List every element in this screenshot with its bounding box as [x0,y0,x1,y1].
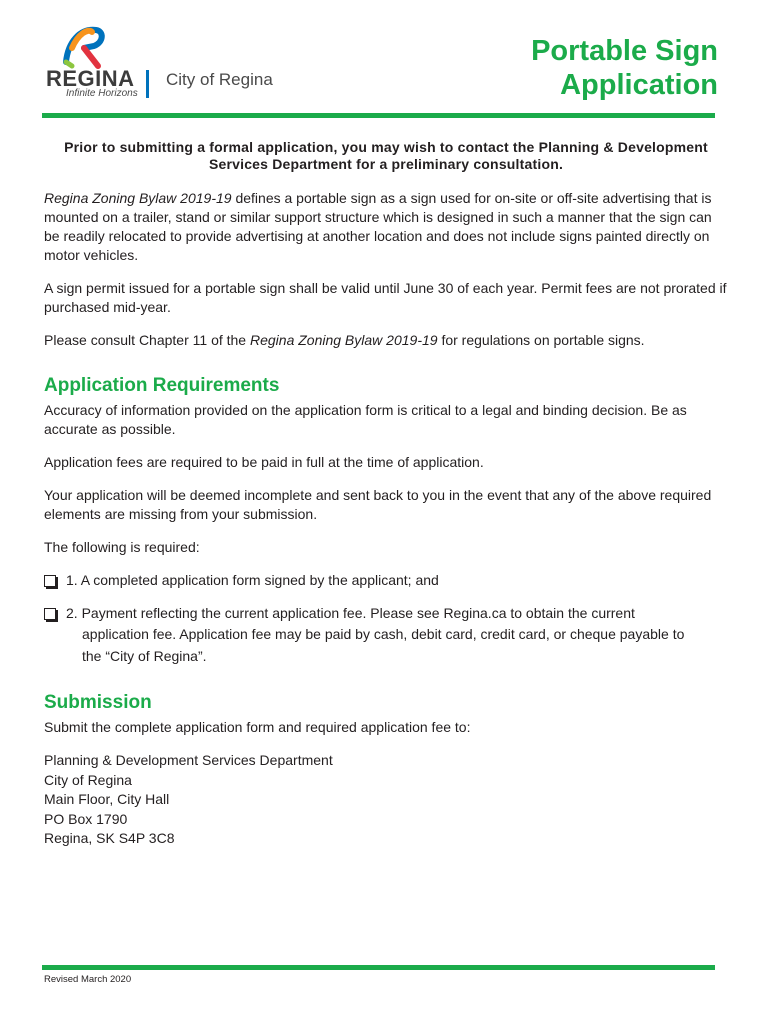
page-header [0,0,770,125]
consult-text: Please consult Chapter 11 of the [44,332,250,348]
address-line: PO Box 1790 [44,810,128,827]
footer-rule [42,965,715,970]
submission-heading: Submission [44,692,152,713]
submission-instructions: Submit the complete application form and required application fee to: [44,719,471,735]
requirements-accuracy: Accuracy of information provided on the application form is critical to a legal and binding decision. Be as accurate as possible. [44,402,687,437]
checklist-line: application fee. Application fee may be paid by cash, debit card, credit card, or cheque payable to [82,626,685,642]
requirements-incomplete: Your application will be deemed incomplete and sent back to you in the event that any of the above required elements are missing from your submission. [44,487,712,522]
checklist-item-label: 1. A completed application form signed by the applicant; and [66,572,439,588]
main-content [44,139,728,849]
intro-definition [44,189,728,265]
checklist-line: 2. Payment reflecting the current application fee. Please see Regina.ca to obtain the current [66,605,635,621]
address-line: City of Regina [44,771,132,788]
title-line-1: Portable Sign [531,35,718,67]
logo-tagline: Infinite Horizons [66,88,138,99]
mailing-address [44,751,728,849]
checkbox-icon[interactable] [44,608,56,620]
requirements-following: The following is required: [44,539,200,555]
title-line-2: Application [560,69,718,101]
intro-validity: A sign permit issued for a portable sign shall be valid until June 30 of each year. Permit fees are not prorated if purchased mid-year. [44,280,727,315]
requirements-fees: Application fees are required to be paid in full at the time of application. [44,454,484,470]
bylaw-reference: Regina Zoning Bylaw 2019-19 [44,190,232,206]
requirements-checklist [44,571,728,667]
definition-text: defines a portable sign as a sign used for on-site or off-site advertising that is mounted on a trailer, stand or similar support structure which is designed in such a manner that the sign can be readily relocated to provide advertising at another location and does not include signs painted directly on motor vehicles. [44,190,712,263]
intro-consult [44,331,728,350]
city-name: City of Regina [166,70,273,89]
requirements-heading: Application Requirements [44,375,280,396]
checklist-line: the “City of Regina”. [82,648,207,664]
checkbox-icon[interactable] [44,575,56,587]
logo-divider [146,70,149,98]
logo-wordmark: REGINA [46,66,135,91]
regina-logo-icon [58,22,108,72]
bylaw-reference: Regina Zoning Bylaw 2019-19 [249,332,438,348]
checklist-item-label [66,604,728,667]
consult-text-end: for regulations on portable signs. [437,332,645,348]
intro-lead: Prior to submitting a formal application, you may wish to contact the Planning & Development Services Department for a preliminary consultation. [64,139,708,172]
header-rule [42,113,715,118]
page-title [398,34,718,102]
revision-date: Revised March 2020 [44,974,132,985]
address-line: Regina, SK S4P 3C8 [44,830,175,846]
checklist-item [44,571,728,590]
address-line: Planning & Development Services Department [44,752,333,768]
address-line: Main Floor, City Hall [44,791,170,807]
checklist-item [44,604,728,667]
